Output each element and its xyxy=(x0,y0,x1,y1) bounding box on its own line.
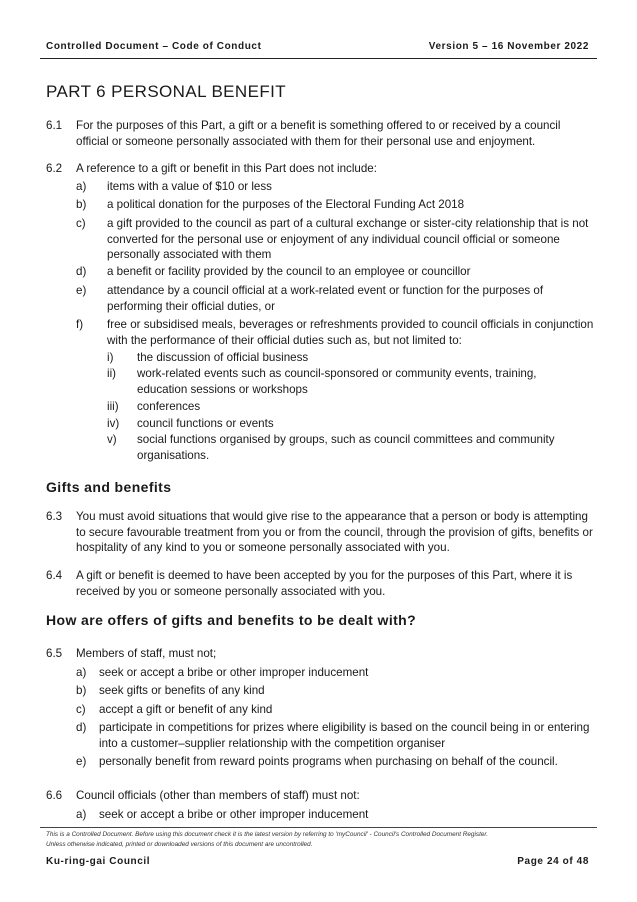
clause-number: 6.6 xyxy=(46,789,63,802)
sublist-item: conferences xyxy=(137,400,201,413)
list-label: b) xyxy=(76,684,87,697)
clause-text: Members of staff, must not; xyxy=(76,647,217,660)
sublist-item: the discussion of official business xyxy=(137,351,309,364)
clause-number: 6.5 xyxy=(46,647,63,660)
header-version: Version 5 – 16 November 2022 xyxy=(428,41,589,52)
list-item: a benefit or facility provided by the council to an employee or councillor xyxy=(107,265,471,278)
page-title: PART 6 PERSONAL BENEFIT xyxy=(46,82,287,101)
header-document-title: Controlled Document – Code of Conduct xyxy=(46,41,262,52)
clause-number: 6.1 xyxy=(46,119,63,132)
clause-number: 6.4 xyxy=(46,569,63,582)
list-label: c) xyxy=(76,703,86,716)
list-item: participate in competitions for prizes where eligibility is based on the council being in or entering into a customer–supplier relationship with the competition organiser xyxy=(99,721,590,750)
list-item: seek gifts or benefits of any kind xyxy=(99,684,265,697)
notice-line: This is a Controlled Document. Before using this document check it is the latest version by referring to 'myCouncil' - Council's Controlled Document Register. xyxy=(46,831,489,838)
sublist-label: i) xyxy=(107,351,114,364)
clause-number: 6.3 xyxy=(46,510,63,523)
list-label: c) xyxy=(76,217,86,230)
list-label: f) xyxy=(76,318,84,331)
sublist-item: council functions or events xyxy=(137,417,274,430)
section-heading-gifts: Gifts and benefits xyxy=(46,479,172,495)
clause-text: Council officials (other than members of staff) must not: xyxy=(76,789,360,802)
clause-text: For the purposes of this Part, a gift or a benefit is something offered to or received by a council official or someone personally associated with them for their personal use and enjoyment. xyxy=(76,119,561,148)
footer-divider xyxy=(40,827,597,828)
sublist-item: social functions organised by groups, such as council committees and community organisations. xyxy=(137,433,555,462)
clause-text: You must avoid situations that would give rise to the appearance that a person or body is attempting to secure favourable treatment from you or from the council, through the provision of gifts, benefits or hospitality of any kind to you or someone personally associated with you. xyxy=(76,510,593,554)
list-item: free or subsidised meals, beverages or refreshments provided to council officials in conjunction with the performance of their official duties such as, but not limited to: xyxy=(107,318,594,347)
list-item: accept a gift or benefit of any kind xyxy=(99,703,273,716)
sublist-label: v) xyxy=(107,433,117,446)
list-item: a gift provided to the council as part of a cultural exchange or sister-city relationship that is not converted for the personal use or enjoyment of any individual council official or someone personally associated with them xyxy=(107,217,589,261)
controlled-document-notice xyxy=(46,830,606,849)
list-item: seek or accept a bribe or other improper inducement xyxy=(99,666,369,679)
list-label: b) xyxy=(76,198,87,211)
list-label: e) xyxy=(76,755,87,768)
sublist-label: ii) xyxy=(107,367,117,380)
list-item: items with a value of $10 or less xyxy=(107,180,272,193)
notice-line: Unless otherwise indicated, printed or downloaded versions of this document are uncontrolled. xyxy=(46,840,313,848)
list-label: a) xyxy=(76,808,87,821)
clause-text: A reference to a gift or benefit in this Part does not include: xyxy=(76,162,377,175)
list-label: a) xyxy=(76,180,87,193)
list-item: a political donation for the purposes of the Electoral Funding Act 2018 xyxy=(107,198,465,211)
list-label: d) xyxy=(76,265,87,278)
list-item: seek or accept a bribe or other improper inducement xyxy=(99,808,369,821)
page-number: Page 24 of 48 xyxy=(517,856,589,867)
list-item: attendance by a council official at a work-related event or function for the purposes of performing their official duties, or xyxy=(107,284,544,313)
sublist-item: work-related events such as council-sponsored or community events, training, education sessions or workshops xyxy=(137,367,537,396)
header-divider xyxy=(40,58,597,59)
section-heading-offers: How are offers of gifts and benefits to be dealt with? xyxy=(46,612,417,628)
clause-text: A gift or benefit is deemed to have been accepted by you for the purposes of this Part, where it is received by you or someone personally associated with you. xyxy=(76,569,573,598)
sublist-label: iii) xyxy=(107,400,119,413)
footer-organisation: Ku-ring-gai Council xyxy=(46,856,151,867)
list-label: a) xyxy=(76,666,87,679)
list-item: personally benefit from reward points programs when purchasing on behalf of the council. xyxy=(99,755,558,768)
list-label: d) xyxy=(76,721,87,734)
sublist-label: iv) xyxy=(107,417,120,430)
list-label: e) xyxy=(76,284,87,297)
clause-number: 6.2 xyxy=(46,162,63,175)
